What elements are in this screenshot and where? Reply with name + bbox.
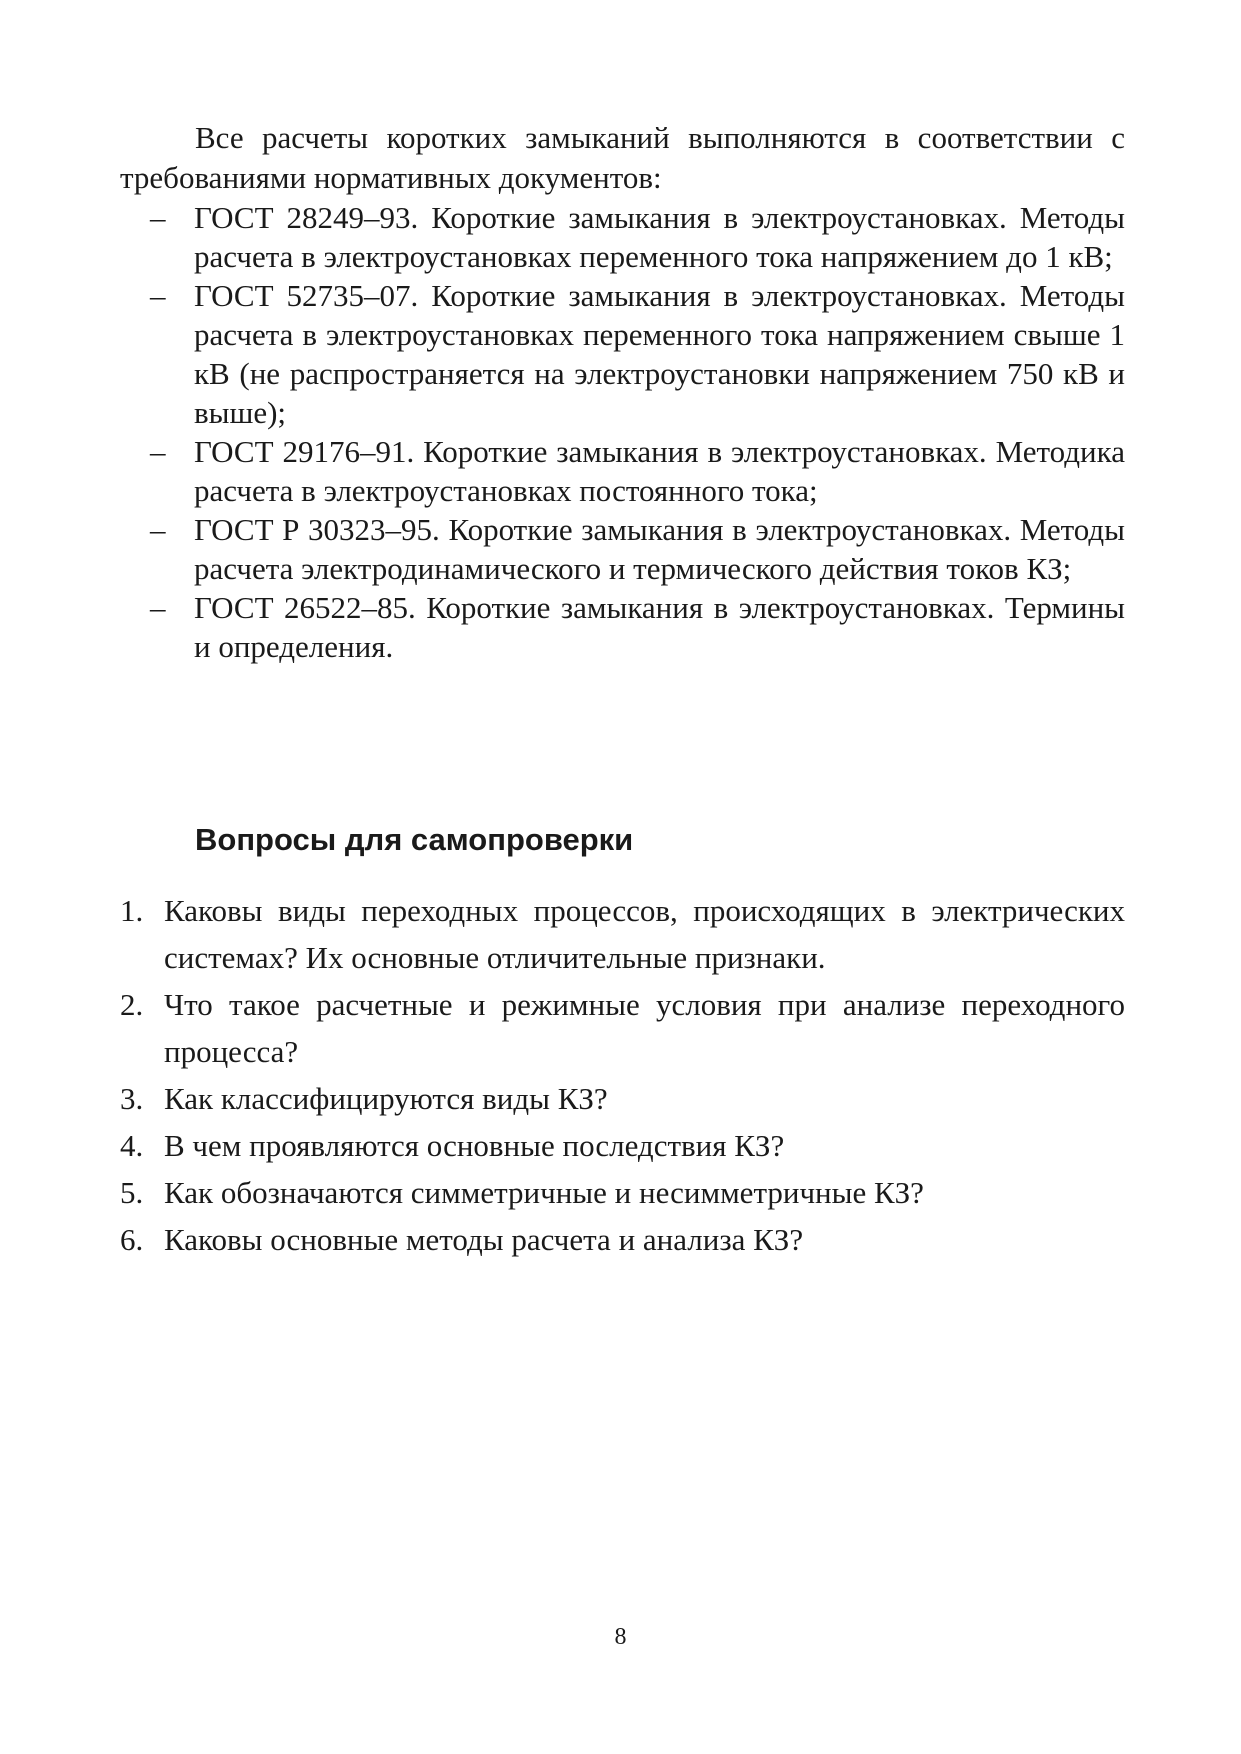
standard-item xyxy=(120,198,1125,276)
question-item xyxy=(120,981,1125,1075)
standards-list xyxy=(120,198,1125,666)
question-item xyxy=(120,887,1125,981)
question-text: Каковы виды переходных процессов, происходящих в электрических системах? Их основные отличительные признаки. xyxy=(164,893,1125,975)
question-number: 5. xyxy=(120,1175,144,1210)
question-item xyxy=(120,1169,1125,1216)
question-item xyxy=(120,1122,1125,1169)
standard-item xyxy=(120,510,1125,588)
question-number: 3. xyxy=(120,1081,144,1116)
list-dash: – xyxy=(150,590,166,625)
question-text: Что такое расчетные и режимные условия при анализе переходного процесса? xyxy=(164,987,1125,1069)
intro-paragraph xyxy=(120,118,1125,198)
list-dash: – xyxy=(150,200,166,235)
question-text: Как обозначаются симметричные и несимметричные КЗ? xyxy=(164,1175,924,1210)
list-dash: – xyxy=(150,512,166,547)
standard-text: ГОСТ 52735–07. Короткие замыкания в электроустановках. Методы расчета в электроустановках переменного тока напряжением свыше 1 кВ (не распространяется на электроустановки напряжением 750 кВ и выше); xyxy=(194,278,1125,430)
question-text: Каковы основные методы расчета и анализа КЗ? xyxy=(164,1222,804,1257)
question-text: В чем проявляются основные последствия КЗ? xyxy=(164,1128,785,1163)
standard-item xyxy=(120,432,1125,510)
questions-list xyxy=(120,887,1125,1263)
section-heading: Вопросы для самопроверки xyxy=(195,822,634,857)
question-item xyxy=(120,1216,1125,1263)
question-number: 1. xyxy=(120,893,144,928)
question-text: Как классифицируются виды КЗ? xyxy=(164,1081,608,1116)
question-number: 4. xyxy=(120,1128,144,1163)
standard-text: ГОСТ 26522–85. Короткие замыкания в электроустановках. Термины и определения. xyxy=(194,590,1125,664)
standard-item xyxy=(120,588,1125,666)
intro-text: Все расчеты коротких замыканий выполняются в соответствии с требованиями нормативных документов: xyxy=(120,120,1125,195)
standard-text: ГОСТ Р 30323–95. Короткие замыкания в электроустановках. Методы расчета электродинамического и термического действия токов КЗ; xyxy=(194,512,1125,586)
question-item xyxy=(120,1075,1125,1122)
list-dash: – xyxy=(150,278,166,313)
standard-item xyxy=(120,276,1125,432)
standard-text: ГОСТ 29176–91. Короткие замыкания в электроустановках. Методика расчета в электроустановках постоянного тока; xyxy=(194,434,1125,508)
page-number: 8 xyxy=(614,1624,627,1650)
question-number: 6. xyxy=(120,1222,144,1257)
list-dash: – xyxy=(150,434,166,469)
standard-text: ГОСТ 28249–93. Короткие замыкания в электроустановках. Методы расчета в электроустановках переменного тока напряжением до 1 кВ; xyxy=(194,200,1125,274)
question-number: 2. xyxy=(120,987,144,1022)
